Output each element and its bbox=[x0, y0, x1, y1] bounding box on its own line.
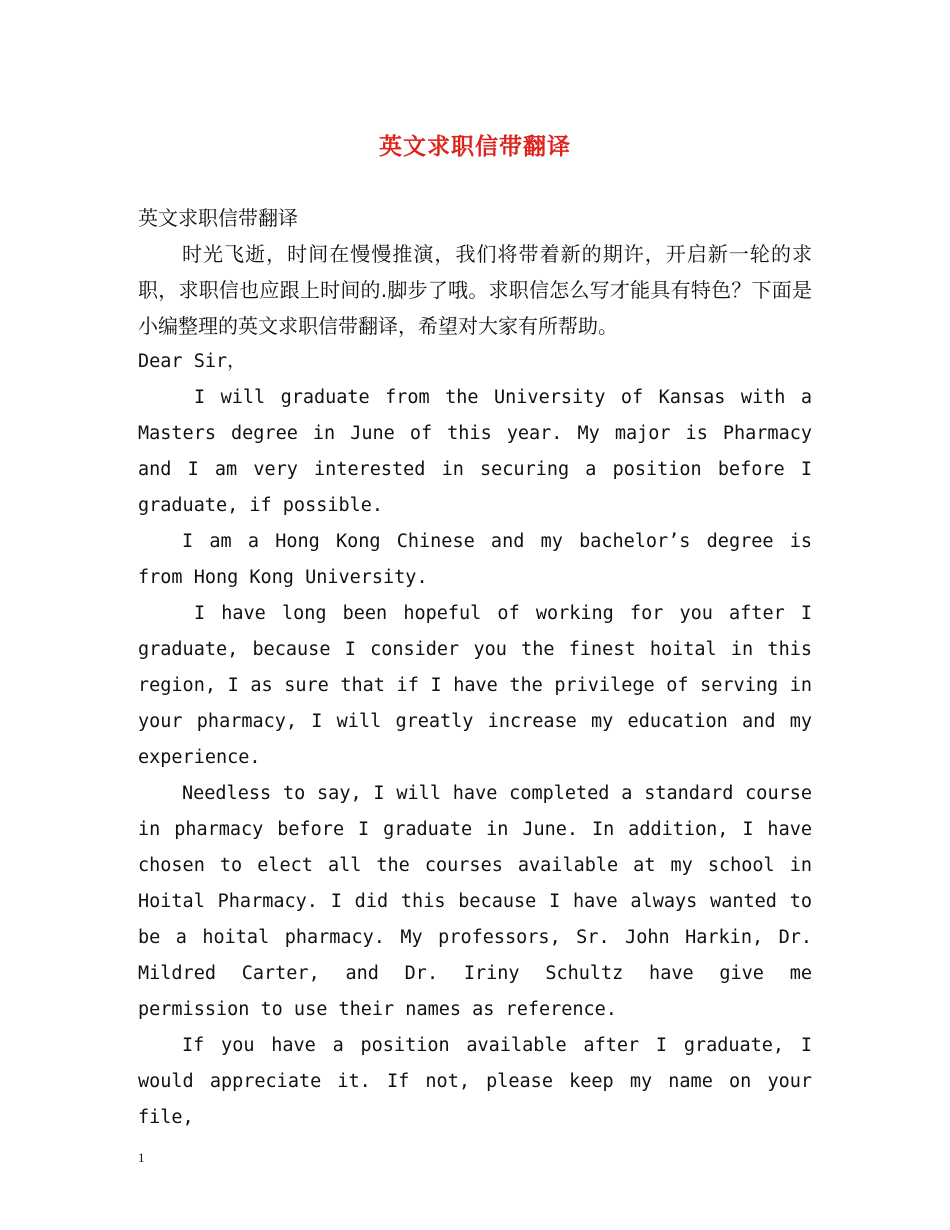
document-body bbox=[138, 200, 812, 1136]
body-paragraph-5: If you have a position available after I graduate, I would appreciate it. If not, please keep my name on your file, bbox=[138, 1035, 812, 1128]
body-paragraph-1: I will graduate from the University of Kansas with a Masters degree in June of this year. My major is Pharmacy and I am very interested in securing a position before I graduate, if possible. bbox=[138, 387, 812, 516]
heading-line: 英文求职信带翻译 bbox=[138, 206, 298, 230]
page-number: 1 bbox=[138, 1150, 145, 1165]
body-paragraph-3: I have long been hopeful of working for you after I graduate, because I consider you the finest hoital in this region, I as sure that if I have the privilege of serving in your pharmacy, I will greatly increase my education and my experience. bbox=[138, 603, 812, 768]
document-title: 英文求职信带翻译 bbox=[379, 133, 571, 160]
body-paragraph-4: Needless to say, I will have completed a standard course in pharmacy before I graduate in June. In addition, I have chosen to elect all the courses available at my school in Hoital Pharmacy. I did this because I have always wanted to be a hoital pharmacy. My professors, Sr. John Harkin, Dr. Mildred Carter, and Dr. Iriny Schultz have give me permission to use their names as reference. bbox=[138, 783, 812, 1020]
intro-paragraph: 时光飞逝，时间在慢慢推演，我们将带着新的期许，开启新一轮的求职，求职信也应跟上时间的.脚步了哦。求职信怎么写才能具有特色？下面是小编整理的英文求职信带翻译，希望对大家有所帮助。 bbox=[138, 242, 812, 338]
body-paragraph-2: I am a Hong Kong Chinese and my bachelor’s degree is from Hong Kong University. bbox=[138, 531, 812, 588]
salutation: Dear Sir， bbox=[138, 351, 246, 372]
